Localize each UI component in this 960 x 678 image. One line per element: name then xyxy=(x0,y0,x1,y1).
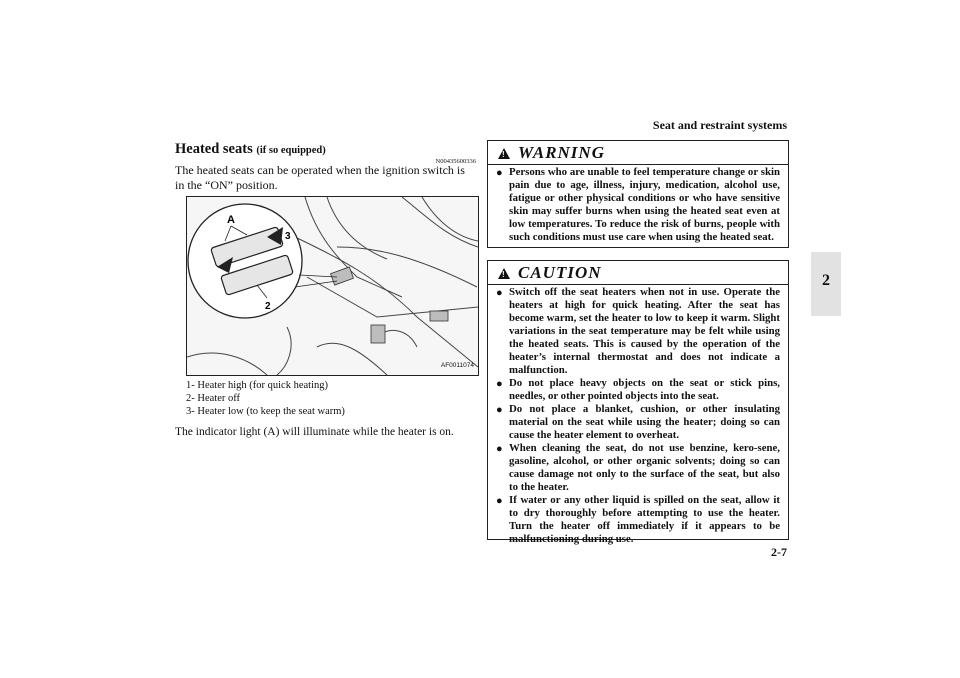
bullet-icon: ● xyxy=(496,378,503,390)
bullet-icon: ● xyxy=(496,443,503,455)
caution-item: ● If water or any other liquid is spilled on the seat, allow it to dry thoroughly before attempting to use the heater. Turn the heater off immediately if it appears to be malfunctioning during use. xyxy=(496,494,780,545)
warning-triangle-icon xyxy=(498,148,510,159)
chapter-tab xyxy=(811,252,841,316)
bullet-icon: ● xyxy=(496,167,503,179)
section-heading xyxy=(175,141,326,158)
chapter-tab-number: 2 xyxy=(822,272,830,289)
caution-triangle-icon xyxy=(498,268,510,279)
legend-item-1: 1- Heater high (for quick heating) xyxy=(186,380,328,391)
section-heading-suffix: (if so equipped) xyxy=(256,145,326,156)
caution-item: ● Switch off the seat heaters when not in use. Operate the heaters at high for quick heating. After the seat has become warm, set the heater to low to keep it warm. Slight variations in the seat temperature may be felt while using the heated seats. This is caused by the operation of the heater’s internal thermostat and does not indicate a malfunction. xyxy=(496,286,780,376)
callout-2: 2 xyxy=(265,301,271,312)
warning-item: ● Persons who are unable to feel temperature change or skin pain due to age, illness, injury, medication, alcohol use, fatigue or other physical conditions or who have sensitive skin may suffer burns when using the heated seat even at low temperatures. To reduce the risk of burns, people with such conditions must use care when using the heated seat. xyxy=(496,166,780,243)
indicator-note: The indicator light (A) will illuminate while the heater is on. xyxy=(175,426,454,438)
legend-item-3: 3- Heater low (to keep the seat warm) xyxy=(186,406,345,417)
reference-code: N00435600336 xyxy=(435,158,476,165)
legend-item-2: 2- Heater off xyxy=(186,393,241,404)
callout-a: A xyxy=(227,214,235,226)
heated-seat-switch-illustration xyxy=(186,196,479,376)
caution-header xyxy=(498,263,602,283)
section-heading-title: Heated seats xyxy=(175,141,253,157)
section-title: Seat and restraint systems xyxy=(652,118,787,132)
warning-header xyxy=(498,143,605,163)
caution-item: ● Do not place a blanket, cushion, or other insulating material on the seat while using the heater; doing so can cause the heater element to overheat. xyxy=(496,403,780,441)
caution-label: CAUTION xyxy=(518,263,602,282)
caution-box xyxy=(487,260,789,545)
seat-console-drawing xyxy=(187,197,478,375)
bullet-icon: ● xyxy=(496,404,503,416)
figure-legend xyxy=(186,379,345,418)
page-number: 2-7 xyxy=(771,545,787,559)
intro-paragraph: The heated seats can be operated when the ignition switch is in the “ON” position. xyxy=(175,163,465,192)
caution-item: ● Do not place heavy objects on the seat or stick pins, needles, or other pointed objects into the seat. xyxy=(496,377,780,402)
caution-item: ● When cleaning the seat, do not use benzine, kero-sene, gasoline, alcohol, or other organic solvents; doing so can cause damage not only to the surface of the seat, but also to the heater. xyxy=(496,442,780,493)
warning-label: WARNING xyxy=(518,143,605,162)
bullet-icon: ● xyxy=(496,495,503,507)
figure-code: AF0011074 xyxy=(440,362,474,369)
callout-3: 3 xyxy=(285,231,291,242)
warning-box xyxy=(487,140,789,248)
warning-divider xyxy=(488,164,788,165)
caution-divider xyxy=(488,284,788,285)
bullet-icon: ● xyxy=(496,287,503,299)
